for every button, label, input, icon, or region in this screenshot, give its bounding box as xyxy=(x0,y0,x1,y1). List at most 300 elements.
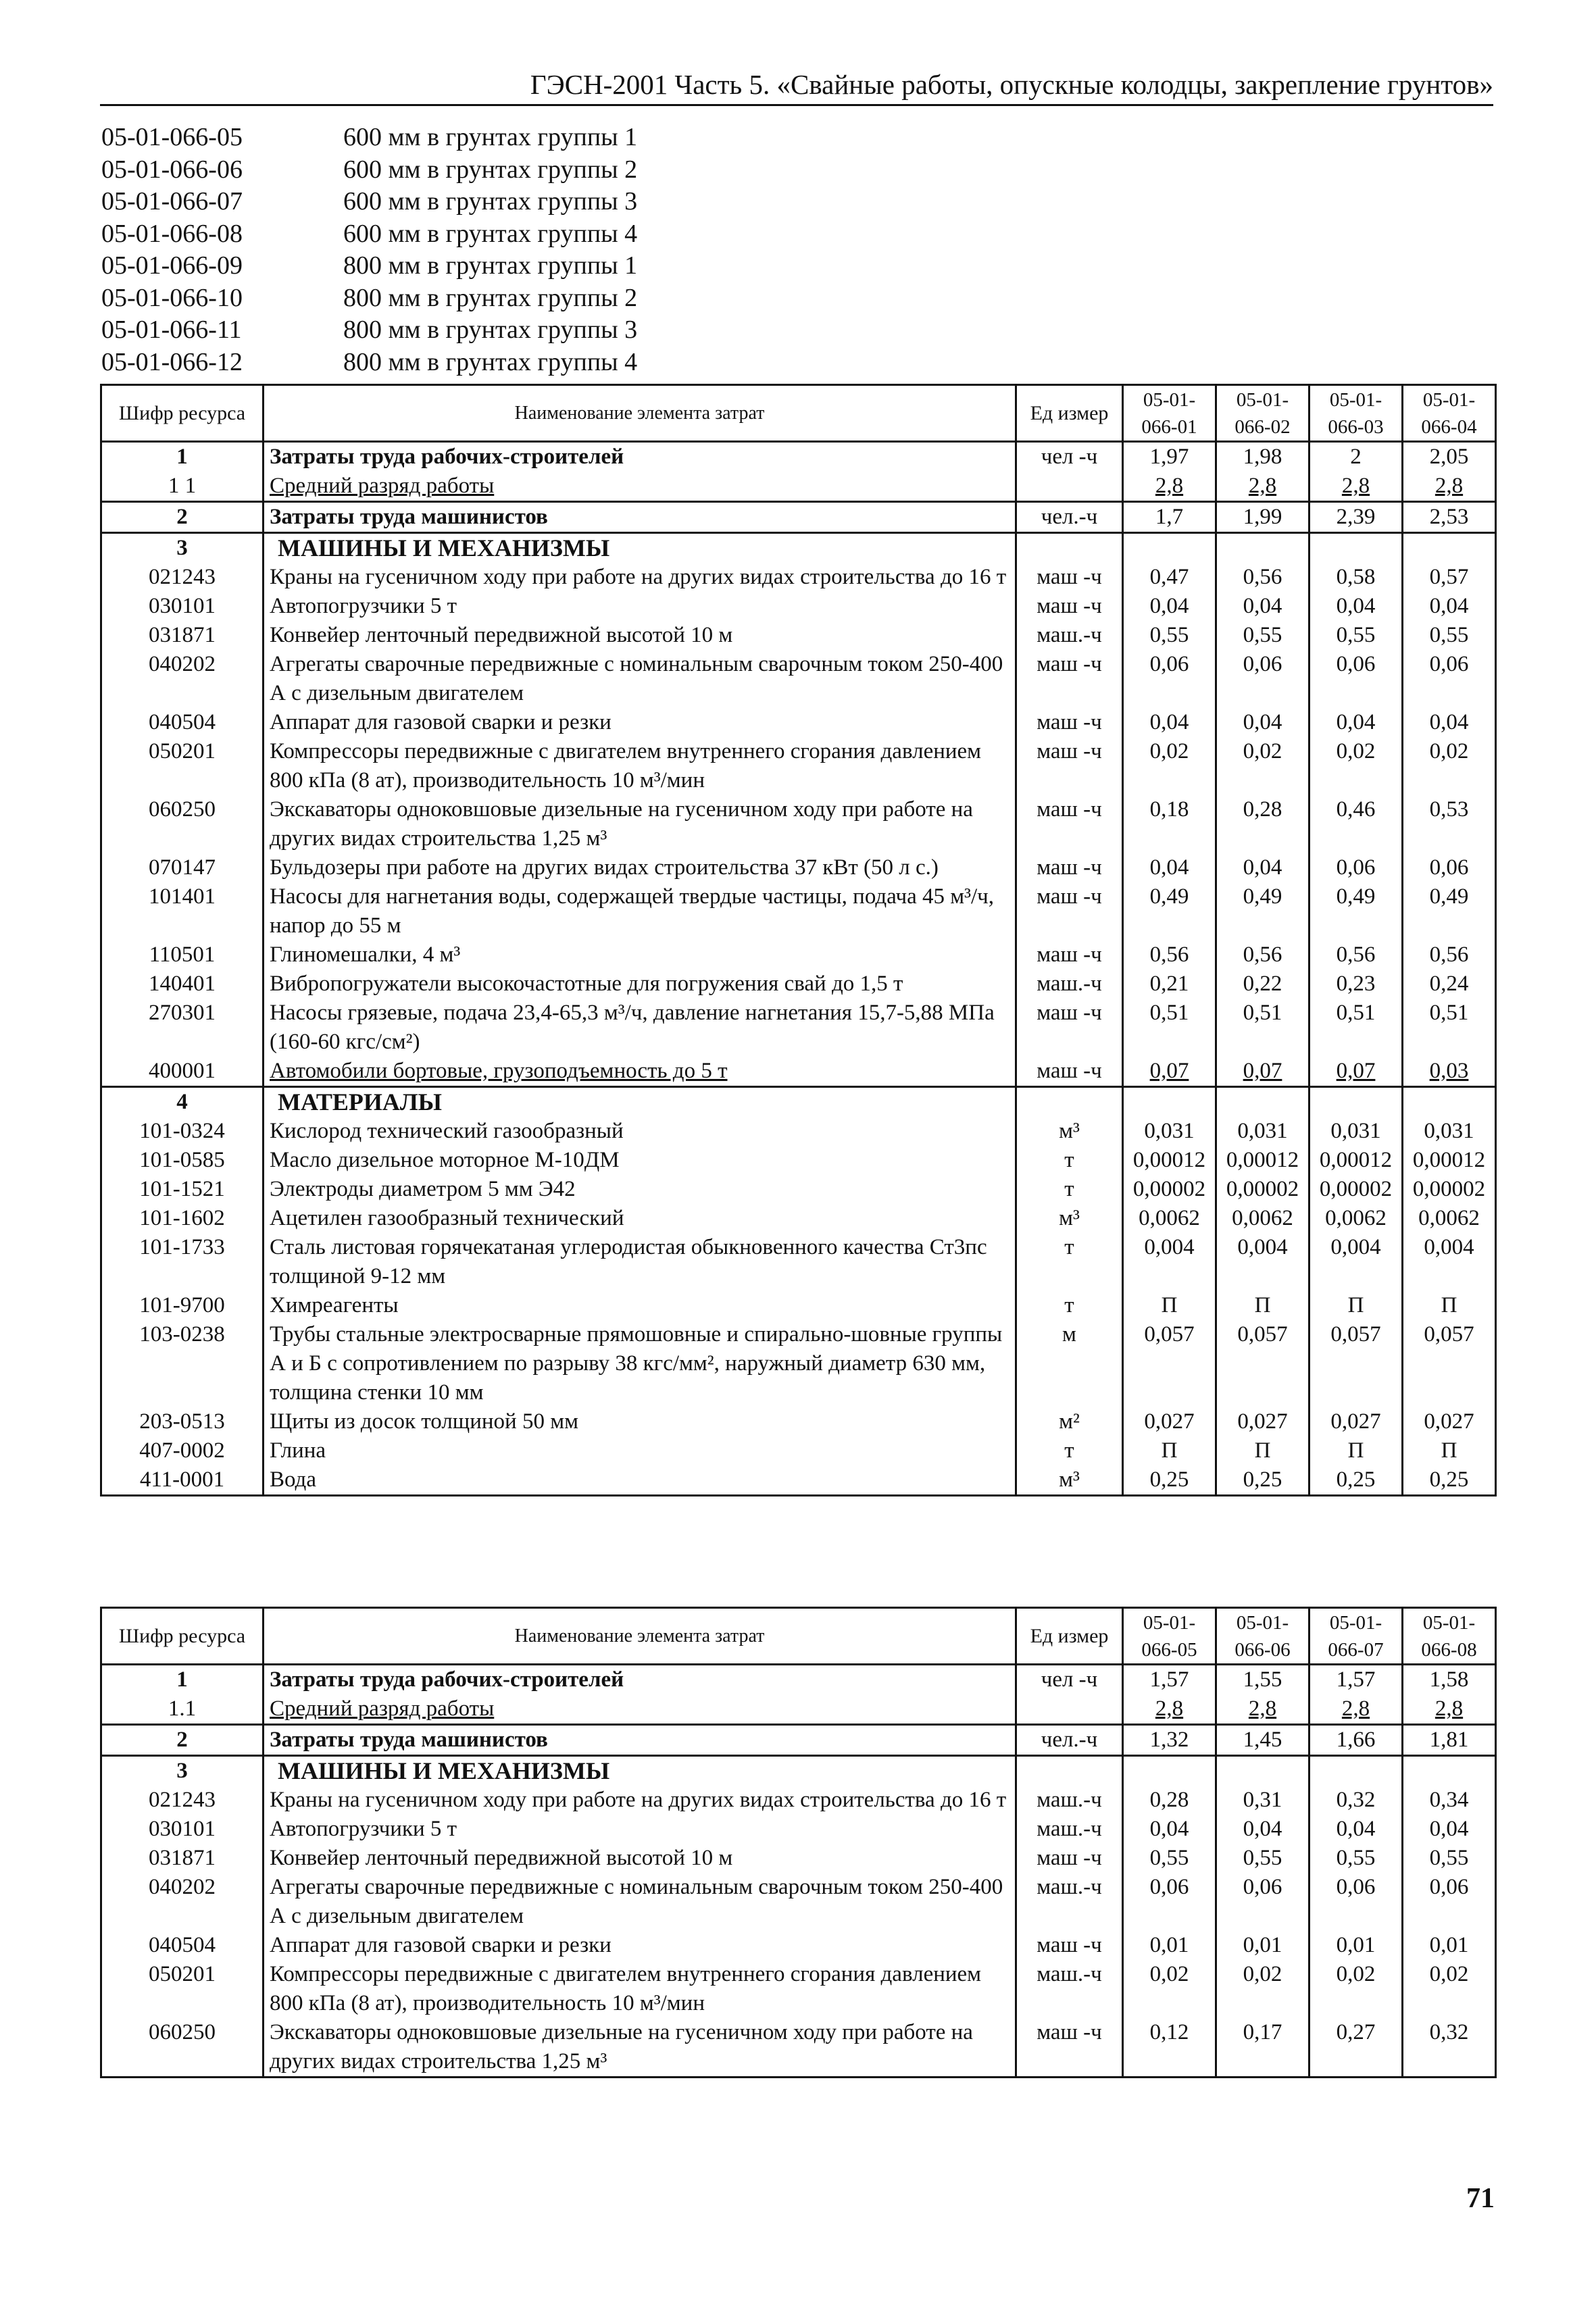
cell-name: Вода xyxy=(264,1465,1016,1496)
cell-value: П xyxy=(1403,1436,1496,1465)
cell-code: 021243 xyxy=(101,1786,264,1815)
cell-name: Химреагенты xyxy=(264,1291,1016,1320)
cell-value: 0,02 xyxy=(1123,737,1216,795)
header-col: 05-01-066-08 xyxy=(1403,1608,1496,1665)
table-body xyxy=(101,442,1496,1496)
cell-value: 0,49 xyxy=(1403,882,1496,940)
cell-value: 1,32 xyxy=(1123,1725,1216,1756)
cell-code: 060250 xyxy=(101,795,264,853)
cell-value: 0,057 xyxy=(1310,1320,1403,1407)
cell-code: 101-9700 xyxy=(101,1291,264,1320)
cell-unit: маш -ч xyxy=(1016,999,1123,1057)
cell-value: 0,00012 xyxy=(1403,1146,1496,1175)
cell-value: 0,53 xyxy=(1403,795,1496,853)
cell-name: Экскаваторы одноковшовые дизельные на гусеничном ходу при работе на других видах строительства 1,25 м³ xyxy=(264,2018,1016,2078)
intro-item xyxy=(101,347,637,379)
cell-code: 411-0001 xyxy=(101,1465,264,1496)
intro-item xyxy=(101,250,637,282)
cell-value: 0,49 xyxy=(1216,882,1310,940)
cell-value: 2,8 xyxy=(1310,1694,1403,1725)
cell-value: 0,22 xyxy=(1216,970,1310,999)
cell-value: 1,57 xyxy=(1123,1665,1216,1695)
cell-value: 0,0062 xyxy=(1403,1204,1496,1233)
table-row xyxy=(101,1407,1496,1436)
cell-value: 0,51 xyxy=(1123,999,1216,1057)
cell-value: 0,55 xyxy=(1310,1844,1403,1873)
cell-value: 0,04 xyxy=(1310,708,1403,737)
cell-value: 0,47 xyxy=(1123,563,1216,592)
cell-name: Автопогрузчики 5 т xyxy=(264,1815,1016,1844)
cell-value: 0,04 xyxy=(1403,592,1496,621)
cell-value xyxy=(1310,533,1403,563)
cell-code: 101-0585 xyxy=(101,1146,264,1175)
cell-name: МАТЕРИАЛЫ xyxy=(264,1087,1016,1117)
intro-code: 05-01-066-11 xyxy=(101,316,242,344)
cell-value: 0,06 xyxy=(1310,650,1403,708)
cell-unit: чел.-ч xyxy=(1016,1725,1123,1756)
table-row xyxy=(101,1844,1496,1873)
cell-value: 0,32 xyxy=(1403,2018,1496,2078)
cell-code: 1.1 xyxy=(101,1694,264,1725)
cell-name: Кислород технический газообразный xyxy=(264,1117,1016,1146)
table-row xyxy=(101,1233,1496,1291)
cell-unit xyxy=(1016,1756,1123,1786)
cell-name: Вибропогружатели высокочастотные для погружения свай до 1,5 т xyxy=(264,970,1016,999)
table-row xyxy=(101,563,1496,592)
cell-value: 0,06 xyxy=(1216,650,1310,708)
cell-value: 1,99 xyxy=(1216,502,1310,533)
cell-code: 103-0238 xyxy=(101,1320,264,1407)
cell-name: Сталь листовая горячекатаная углеродистая обыкновенного качества Ст3пс толщиной 9-12 мм xyxy=(264,1233,1016,1291)
cell-value: 0,031 xyxy=(1310,1117,1403,1146)
header-col: 05-01-066-07 xyxy=(1310,1608,1403,1665)
intro-code: 05-01-066-12 xyxy=(101,347,243,376)
cell-value xyxy=(1123,533,1216,563)
cell-value: 0,58 xyxy=(1310,563,1403,592)
cell-unit: т xyxy=(1016,1291,1123,1320)
cell-value: 0,49 xyxy=(1123,882,1216,940)
cell-value: 0,46 xyxy=(1310,795,1403,853)
cell-unit: м³ xyxy=(1016,1465,1123,1496)
cell-code: 060250 xyxy=(101,2018,264,2078)
table-row xyxy=(101,1756,1496,1786)
cell-code: 4 xyxy=(101,1087,264,1117)
cell-value: 0,06 xyxy=(1310,853,1403,882)
table-row xyxy=(101,1320,1496,1407)
cell-code: 101-1602 xyxy=(101,1204,264,1233)
table-row xyxy=(101,708,1496,737)
cell-code: 031871 xyxy=(101,621,264,650)
cell-value: 0,00002 xyxy=(1123,1175,1216,1204)
cell-value: 0,04 xyxy=(1310,592,1403,621)
header-code: Шифр ресурса xyxy=(101,385,264,442)
cell-name: Средний разряд работы xyxy=(264,1694,1016,1725)
table-row xyxy=(101,621,1496,650)
cell-name: Краны на гусеничном ходу при работе на других видах строительства до 16 т xyxy=(264,563,1016,592)
cell-code: 040202 xyxy=(101,650,264,708)
cell-name: Средний разряд работы xyxy=(264,472,1016,502)
table-row xyxy=(101,1465,1496,1496)
cell-unit: маш.-ч xyxy=(1016,621,1123,650)
cell-value: 0,02 xyxy=(1310,737,1403,795)
header-col: 05-01-066-05 xyxy=(1123,1608,1216,1665)
cell-value: 0,04 xyxy=(1123,1815,1216,1844)
cell-value: 0,00002 xyxy=(1403,1175,1496,1204)
cell-value: 0,55 xyxy=(1123,1844,1216,1873)
cell-name: Глина xyxy=(264,1436,1016,1465)
cell-value: 0,07 xyxy=(1310,1057,1403,1087)
cell-unit: маш -ч xyxy=(1016,737,1123,795)
cell-value: 0,057 xyxy=(1216,1320,1310,1407)
cell-name: Бульдозеры при работе на других видах строительства 37 кВт (50 л с.) xyxy=(264,853,1016,882)
cell-unit: маш -ч xyxy=(1016,1931,1123,1960)
intro-text: 800 мм в грунтах группы 3 xyxy=(343,316,638,344)
cell-value: 0,12 xyxy=(1123,2018,1216,2078)
cell-value: 0,24 xyxy=(1403,970,1496,999)
intro-text: 600 мм в грунтах группы 4 xyxy=(343,219,638,248)
cell-unit: т xyxy=(1016,1233,1123,1291)
cell-value: 0,55 xyxy=(1216,1844,1310,1873)
cell-value: 0,027 xyxy=(1310,1407,1403,1436)
cell-value: 0,55 xyxy=(1123,621,1216,650)
cell-value: 0,25 xyxy=(1403,1465,1496,1496)
cell-value: 2 xyxy=(1310,442,1403,472)
cell-name: Щиты из досок толщиной 50 мм xyxy=(264,1407,1016,1436)
cell-value: 2,8 xyxy=(1216,472,1310,502)
header-code: Шифр ресурса xyxy=(101,1608,264,1665)
cell-unit: т xyxy=(1016,1175,1123,1204)
table-row xyxy=(101,650,1496,708)
cell-value: 2,8 xyxy=(1123,472,1216,502)
table-row xyxy=(101,1873,1496,1931)
cell-code: 400001 xyxy=(101,1057,264,1087)
cell-code: 031871 xyxy=(101,1844,264,1873)
cell-code: 101-1733 xyxy=(101,1233,264,1291)
intro-code: 05-01-066-09 xyxy=(101,251,243,280)
cell-code: 030101 xyxy=(101,592,264,621)
intro-code: 05-01-066-07 xyxy=(101,187,243,216)
cell-unit: м² xyxy=(1016,1407,1123,1436)
cell-value: 0,34 xyxy=(1403,1786,1496,1815)
table-row xyxy=(101,1665,1496,1695)
cell-name: МАШИНЫ И МЕХАНИЗМЫ xyxy=(264,533,1016,563)
cell-value xyxy=(1123,1756,1216,1786)
cell-value: 0,56 xyxy=(1216,563,1310,592)
table-header-row xyxy=(101,1608,1496,1665)
cell-unit: маш -ч xyxy=(1016,882,1123,940)
cell-code: 270301 xyxy=(101,999,264,1057)
cell-value: 0,25 xyxy=(1216,1465,1310,1496)
cell-value: П xyxy=(1216,1436,1310,1465)
cell-value: 0,23 xyxy=(1310,970,1403,999)
cell-value: 2,8 xyxy=(1123,1694,1216,1725)
cell-value: 0,04 xyxy=(1216,592,1310,621)
cell-unit: маш -ч xyxy=(1016,1844,1123,1873)
cell-value: 1,66 xyxy=(1310,1725,1403,1756)
cell-value: 0,51 xyxy=(1310,999,1403,1057)
cell-unit: маш.-ч xyxy=(1016,970,1123,999)
cell-name: Ацетилен газообразный технический xyxy=(264,1204,1016,1233)
cell-value: П xyxy=(1310,1291,1403,1320)
cell-value: 0,56 xyxy=(1310,940,1403,970)
cell-value: 0,04 xyxy=(1310,1815,1403,1844)
cell-unit: маш -ч xyxy=(1016,708,1123,737)
cell-code: 040202 xyxy=(101,1873,264,1931)
cell-value: 0,06 xyxy=(1403,853,1496,882)
cell-value: 0,55 xyxy=(1403,1844,1496,1873)
cell-unit: маш -ч xyxy=(1016,2018,1123,2078)
table-row xyxy=(101,1694,1496,1725)
cell-name: Трубы стальные электросварные прямошовные и спирально-шовные группы А и Б с сопротивлением по разрыву 38 кгс/мм², наружный диаметр 630 мм, толщина стенки 10 мм xyxy=(264,1320,1016,1407)
cell-value: 0,31 xyxy=(1216,1786,1310,1815)
intro-item xyxy=(101,314,637,347)
table-row xyxy=(101,1291,1496,1320)
cell-name: Автомобили бортовые, грузоподъемность до 5 т xyxy=(264,1057,1016,1087)
cell-value: 0,02 xyxy=(1216,737,1310,795)
intro-text: 800 мм в грунтах группы 2 xyxy=(343,283,638,312)
cell-value: 0,25 xyxy=(1310,1465,1403,1496)
cell-value: 2,39 xyxy=(1310,502,1403,533)
cell-unit: маш -ч xyxy=(1016,795,1123,853)
header-name: Наименование элемента затрат xyxy=(264,385,1016,442)
cell-value: 0,07 xyxy=(1123,1057,1216,1087)
cell-value xyxy=(1403,1756,1496,1786)
intro-code: 05-01-066-05 xyxy=(101,123,243,151)
cell-value: 0,56 xyxy=(1216,940,1310,970)
cell-value: 0,06 xyxy=(1123,1873,1216,1931)
cell-unit: маш.-ч xyxy=(1016,1873,1123,1931)
cell-name: Насосы для нагнетания воды, содержащей твердые частицы, подача 45 м³/ч, напор до 55 м xyxy=(264,882,1016,940)
cell-name: Затраты труда машинистов xyxy=(264,502,1016,533)
cell-value: 0,28 xyxy=(1216,795,1310,853)
cell-unit: маш -ч xyxy=(1016,650,1123,708)
cell-value: 0,00012 xyxy=(1216,1146,1310,1175)
cell-value: 0,02 xyxy=(1403,737,1496,795)
cell-name: Конвейер ленточный передвижной высотой 10 м xyxy=(264,1844,1016,1873)
cell-unit: м³ xyxy=(1016,1117,1123,1146)
cell-value: 0,027 xyxy=(1123,1407,1216,1436)
cell-value: 0,06 xyxy=(1216,1873,1310,1931)
cell-value: 0,01 xyxy=(1310,1931,1403,1960)
cell-value: 0,031 xyxy=(1216,1117,1310,1146)
cell-value: 0,01 xyxy=(1403,1931,1496,1960)
table-row xyxy=(101,1117,1496,1146)
cell-unit: маш.-ч xyxy=(1016,1786,1123,1815)
cell-name: Аппарат для газовой сварки и резки xyxy=(264,1931,1016,1960)
cell-code: 2 xyxy=(101,502,264,533)
cell-value: 0,0062 xyxy=(1123,1204,1216,1233)
page-header xyxy=(100,68,1493,106)
intro-text: 600 мм в грунтах группы 2 xyxy=(343,155,638,184)
cell-value: 0,057 xyxy=(1123,1320,1216,1407)
cell-value: 0,027 xyxy=(1216,1407,1310,1436)
cell-value: 0,04 xyxy=(1216,1815,1310,1844)
table-body xyxy=(101,1665,1496,2078)
cell-unit xyxy=(1016,1694,1123,1725)
header-unit: Ед измер xyxy=(1016,1608,1123,1665)
cell-value: 0,32 xyxy=(1310,1786,1403,1815)
intro-code: 05-01-066-08 xyxy=(101,219,243,248)
page-header-title: ГЭСН-2001 Часть 5. «Свайные работы, опускные колодцы, закрепление грунтов» xyxy=(530,69,1493,100)
cell-name: Автопогрузчики 5 т xyxy=(264,592,1016,621)
cell-name: Электроды диаметром 5 мм Э42 xyxy=(264,1175,1016,1204)
cell-value: П xyxy=(1123,1436,1216,1465)
table-row xyxy=(101,1786,1496,1815)
cell-value: 0,027 xyxy=(1403,1407,1496,1436)
cell-value: 1,7 xyxy=(1123,502,1216,533)
cell-unit: маш.-ч xyxy=(1016,1815,1123,1844)
cell-value: 1,55 xyxy=(1216,1665,1310,1695)
cell-unit: маш.-ч xyxy=(1016,1960,1123,2018)
cell-name: Агрегаты сварочные передвижные с номинальным сварочным током 250-400 А с дизельным двигателем xyxy=(264,650,1016,708)
cell-value: 0,01 xyxy=(1123,1931,1216,1960)
cell-value: 0,06 xyxy=(1403,1873,1496,1931)
table-row xyxy=(101,2018,1496,2078)
cell-name: Компрессоры передвижные с двигателем внутреннего сгорания давлением 800 кПа (8 ат), производительность 10 м³/мин xyxy=(264,1960,1016,2018)
cell-value: 0,00002 xyxy=(1310,1175,1403,1204)
cell-value: 0,17 xyxy=(1216,2018,1310,2078)
intro-item xyxy=(101,186,637,218)
cell-value: 2,8 xyxy=(1403,1694,1496,1725)
cell-value: 0,18 xyxy=(1123,795,1216,853)
cell-unit: маш -ч xyxy=(1016,853,1123,882)
cell-unit xyxy=(1016,472,1123,502)
cell-value: 1,81 xyxy=(1403,1725,1496,1756)
cell-value: 0,56 xyxy=(1123,940,1216,970)
cell-value: 0,51 xyxy=(1216,999,1310,1057)
cell-code: 101-0324 xyxy=(101,1117,264,1146)
cell-name: Затраты труда машинистов xyxy=(264,1725,1016,1756)
table-row xyxy=(101,442,1496,472)
cell-code: 040504 xyxy=(101,1931,264,1960)
table-row xyxy=(101,882,1496,940)
cell-code: 110501 xyxy=(101,940,264,970)
cell-unit: т xyxy=(1016,1436,1123,1465)
cell-unit: маш -ч xyxy=(1016,940,1123,970)
cell-value: 0,04 xyxy=(1123,708,1216,737)
intro-code: 05-01-066-10 xyxy=(101,283,243,312)
header-col: 05-01-066-01 xyxy=(1123,385,1216,442)
cell-value xyxy=(1216,533,1310,563)
cell-unit: м xyxy=(1016,1320,1123,1407)
cell-code: 040504 xyxy=(101,708,264,737)
table-row xyxy=(101,472,1496,502)
cell-value: 2,8 xyxy=(1310,472,1403,502)
cell-value: 2,8 xyxy=(1216,1694,1310,1725)
cell-name: Конвейер ленточный передвижной высотой 10 м xyxy=(264,621,1016,650)
cell-code: 140401 xyxy=(101,970,264,999)
cell-value: 0,004 xyxy=(1403,1233,1496,1291)
intro-item xyxy=(101,218,637,251)
cell-name: Глиномешалки, 4 м³ xyxy=(264,940,1016,970)
cell-name: Экскаваторы одноковшовые дизельные на гусеничном ходу при работе на других видах строительства 1,25 м³ xyxy=(264,795,1016,853)
table-row xyxy=(101,533,1496,563)
cell-value: 0,004 xyxy=(1123,1233,1216,1291)
cell-value: П xyxy=(1216,1291,1310,1320)
cell-value: 0,00012 xyxy=(1310,1146,1403,1175)
cell-value: 0,56 xyxy=(1403,940,1496,970)
cell-value xyxy=(1403,533,1496,563)
cell-value: 0,02 xyxy=(1216,1960,1310,2018)
table-header-row xyxy=(101,385,1496,442)
cell-code: 070147 xyxy=(101,853,264,882)
cell-value: 0,51 xyxy=(1403,999,1496,1057)
cell-value: 0,004 xyxy=(1216,1233,1310,1291)
table-row xyxy=(101,1204,1496,1233)
cell-unit: маш -ч xyxy=(1016,592,1123,621)
cell-value: 0,57 xyxy=(1403,563,1496,592)
cell-value: 1,58 xyxy=(1403,1665,1496,1695)
cell-value: 0,55 xyxy=(1403,621,1496,650)
cell-code: 101401 xyxy=(101,882,264,940)
cell-value: 0,0062 xyxy=(1216,1204,1310,1233)
intro-text: 800 мм в грунтах группы 1 xyxy=(343,251,638,280)
table-row xyxy=(101,1960,1496,2018)
table-row xyxy=(101,592,1496,621)
resource-table-1 xyxy=(100,384,1497,1496)
cell-value: 0,031 xyxy=(1403,1117,1496,1146)
header-col: 05-01-066-03 xyxy=(1310,385,1403,442)
table-row xyxy=(101,853,1496,882)
cell-value: П xyxy=(1403,1291,1496,1320)
table-row xyxy=(101,1725,1496,1756)
table-row xyxy=(101,1931,1496,1960)
cell-value: П xyxy=(1123,1291,1216,1320)
cell-code: 101-1521 xyxy=(101,1175,264,1204)
cell-value: 0,06 xyxy=(1403,650,1496,708)
cell-value: 2,05 xyxy=(1403,442,1496,472)
cell-unit: чел -ч xyxy=(1016,442,1123,472)
cell-value: 1,98 xyxy=(1216,442,1310,472)
cell-value xyxy=(1310,1087,1403,1117)
intro-text: 800 мм в грунтах группы 4 xyxy=(343,347,638,376)
cell-value: 0,02 xyxy=(1403,1960,1496,2018)
intro-text: 600 мм в грунтах группы 1 xyxy=(343,123,638,151)
cell-value: 0,04 xyxy=(1123,853,1216,882)
cell-unit: чел.-ч xyxy=(1016,502,1123,533)
header-name: Наименование элемента затрат xyxy=(264,1608,1016,1665)
cell-value: 0,55 xyxy=(1216,621,1310,650)
cell-name: Агрегаты сварочные передвижные с номинальным сварочным током 250-400 А с дизельным двигателем xyxy=(264,1873,1016,1931)
table-row xyxy=(101,999,1496,1057)
resource-table-2 xyxy=(100,1607,1497,2078)
cell-value xyxy=(1310,1756,1403,1786)
cell-code: 1 xyxy=(101,1665,264,1695)
intro-text: 600 мм в грунтах группы 3 xyxy=(343,187,638,216)
cell-code: 050201 xyxy=(101,737,264,795)
cell-value: 0,00012 xyxy=(1123,1146,1216,1175)
cell-value: 0,057 xyxy=(1403,1320,1496,1407)
cell-value xyxy=(1216,1087,1310,1117)
cell-code: 3 xyxy=(101,533,264,563)
cell-code: 1 1 xyxy=(101,472,264,502)
cell-value: 0,031 xyxy=(1123,1117,1216,1146)
cell-name: Затраты труда рабочих-строителей xyxy=(264,442,1016,472)
table-row xyxy=(101,795,1496,853)
cell-name: Насосы грязевые, подача 23,4-65,3 м³/ч, давление нагнетания 15,7-5,88 МПа (160-60 кгс/см²) xyxy=(264,999,1016,1057)
cell-value: 0,06 xyxy=(1123,650,1216,708)
cell-unit: маш -ч xyxy=(1016,1057,1123,1087)
cell-value xyxy=(1403,1087,1496,1117)
cell-value: 0,04 xyxy=(1403,1815,1496,1844)
cell-value: 0,27 xyxy=(1310,2018,1403,2078)
page-number: 71 xyxy=(1466,2183,1495,2214)
cell-name: Компрессоры передвижные с двигателем внутреннего сгорания давлением 800 кПа (8 ат), производительность 10 м³/мин xyxy=(264,737,1016,795)
cell-value: 0,04 xyxy=(1216,708,1310,737)
cell-value: 0,03 xyxy=(1403,1057,1496,1087)
cell-name: МАШИНЫ И МЕХАНИЗМЫ xyxy=(264,1756,1016,1786)
cell-value: 0,21 xyxy=(1123,970,1216,999)
